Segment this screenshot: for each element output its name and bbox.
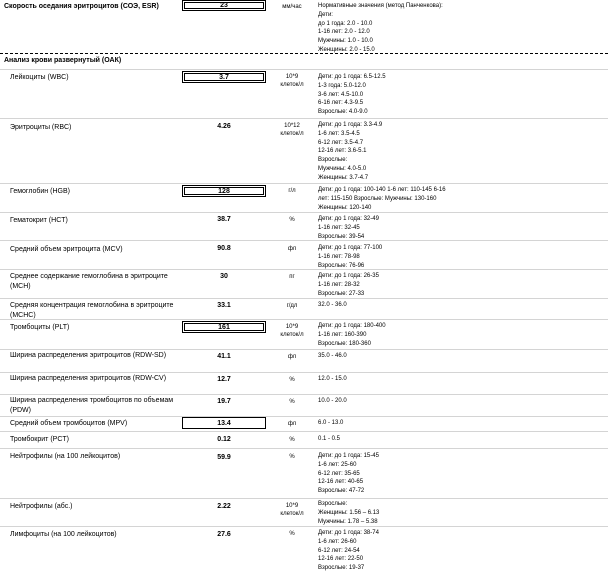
row-mcv-unit: фл xyxy=(287,246,297,252)
row-neut-name: Нейтрофилы (на 100 лейкоцитов) xyxy=(10,453,121,460)
row-mcv-name: Средний объем эритроцита (MCV) xyxy=(10,246,123,253)
row-mpv-name: Средний объем тромбоцитов (MPV) xyxy=(10,420,128,427)
row-lymph-unit: % xyxy=(289,531,295,537)
row-mch-unit: пг xyxy=(289,274,295,280)
row-divider xyxy=(0,394,608,395)
row-divider xyxy=(0,240,608,241)
row-neutabs-unit: 10*9 клеток/л xyxy=(280,503,304,517)
row-rdwsd-norms: 35.0 - 46.0 xyxy=(318,353,347,359)
row-hgb-unit: г/л xyxy=(288,188,296,194)
row-mcv-norms: Дети: до 1 года: 77-100 1-16 лет: 78-98 Взрослые: 76-96 xyxy=(318,245,383,269)
row-mpv-value: 13.4 xyxy=(182,417,266,429)
row-hgb-value: 128 xyxy=(182,185,266,197)
row-mch-name: Среднее содержание гемоглобина в эритроците (MCH) xyxy=(10,273,168,290)
row-neutabs-value: 2.22 xyxy=(217,502,231,510)
row-divider xyxy=(0,431,608,432)
row-rdwcv-unit: % xyxy=(289,377,295,383)
row-pdw-name: Ширина распределения тромбоцитов по объемам (PDW) xyxy=(10,397,174,414)
row-divider xyxy=(0,69,608,70)
row-lymph-norms: Дети: до 1 года: 38-74 1-6 лет: 26-60 6-12 лет: 24-54 12-16 лет: 22-50 Взрослые: 19-37 xyxy=(318,530,379,572)
row-rbc-name: Эритроциты (RBC) xyxy=(10,124,72,131)
section-title: Анализ крови развернутый (ОАК) xyxy=(4,57,122,64)
row-hct-value: 38.7 xyxy=(217,215,231,223)
row-rdwsd-unit: фл xyxy=(287,354,297,360)
row-pdw-value: 19.7 xyxy=(217,397,231,405)
row-hgb-name: Гемоглобин (HGB) xyxy=(10,188,70,195)
row-hct-norms: Дети: до 1 года: 32-49 1-16 лет: 32-45 Взрослые: 39-54 xyxy=(318,216,379,240)
row-divider xyxy=(0,526,608,527)
row-divider xyxy=(0,298,608,299)
row-pct-unit: % xyxy=(289,437,295,443)
row-divider xyxy=(0,118,608,119)
row-mchc-name: Средняя концентрация гемоглобина в эритроците (MCHC) xyxy=(10,302,174,319)
row-rdwsd-value: 41.1 xyxy=(217,352,231,360)
row-pdw-unit: % xyxy=(289,399,295,405)
row-neutabs-norms: Взрослые: Женщины: 1.56 – 6.13 Мужчины: 1.78 – 5.38 xyxy=(318,501,380,525)
row-rdwcv-norms: 12.0 - 15.0 xyxy=(318,376,347,382)
row-lymph-value: 27.6 xyxy=(217,530,231,538)
row-plt-norms: Дети: до 1 года: 180-400 1-16 лет: 160-390 Взрослые: 180-360 xyxy=(318,323,386,347)
row-rdwcv-value: 12.7 xyxy=(217,375,231,383)
row-pct-norms: 0.1 - 0.5 xyxy=(318,436,341,442)
row-divider xyxy=(0,416,608,417)
row-plt-unit: 10*9 клеток/л xyxy=(280,324,304,338)
row-esr-norms: Нормативные значения (метод Панченкова): Дети: до 1 года: 2.0 - 10.0 1-16 лет: 2.0 - 12.0 Мужчины: 1.0 - 10.0 Женщины: 2.0 - 15.0 xyxy=(318,3,443,53)
row-wbc-unit: 10*9 клеток/л xyxy=(280,74,304,88)
row-esr-unit: мм/час xyxy=(282,4,302,10)
row-rbc-unit: 10*12 клеток/л xyxy=(280,123,304,137)
row-wbc-name: Лейкоциты (WBC) xyxy=(10,74,69,81)
row-mpv-norms: 6.0 - 13.0 xyxy=(318,420,344,426)
row-rbc-norms: Дети: до 1 года: 3.3-4.9 1-6 лет: 3.5-4.5 6-12 лет: 3.5-4.7 12-16 лет: 3.6-5.1 Взрослые: Мужчины: 4.0-5.0 Женщины: 3.7-4.7 xyxy=(318,122,383,181)
row-mpv-unit: фл xyxy=(287,421,297,427)
section-divider xyxy=(0,53,608,54)
row-divider xyxy=(0,319,608,320)
row-lymph-name: Лимфоциты (на 100 лейкоцитов) xyxy=(10,531,117,538)
row-mch-value: 30 xyxy=(220,272,228,280)
row-wbc-value: 3.7 xyxy=(182,71,266,83)
row-plt-value: 161 xyxy=(182,321,266,333)
row-hct-unit: % xyxy=(289,217,295,223)
row-divider xyxy=(0,448,608,449)
row-neutabs-name: Нейтрофилы (абс.) xyxy=(10,503,73,510)
row-rdwcv-name: Ширина распределения эритроцитов (RDW-CV) xyxy=(10,375,167,382)
row-rdwsd-name: Ширина распределения эритроцитов (RDW-SD) xyxy=(10,352,167,359)
row-pdw-norms: 10.0 - 20.0 xyxy=(318,398,347,404)
row-esr-name: Скорость оседания эритроцитов (СОЭ, ESR) xyxy=(4,3,159,10)
row-divider xyxy=(0,212,608,213)
row-divider xyxy=(0,269,608,270)
row-divider xyxy=(0,372,608,373)
row-hgb-norms: Дети: до 1 года: 100-140 1-6 лет: 110-145 6-16 лет: 115-150 Взрослые: Мужчины: 130-160 Женщины: 120-140 xyxy=(318,187,446,211)
row-divider xyxy=(0,498,608,499)
row-neut-value: 59.9 xyxy=(217,453,231,461)
row-esr-value: 23 xyxy=(182,0,266,11)
row-mchc-value: 33.1 xyxy=(217,301,231,309)
row-rbc-value: 4.26 xyxy=(217,122,231,130)
row-neut-unit: % xyxy=(289,454,295,460)
row-plt-name: Тромбоциты (PLT) xyxy=(10,324,70,331)
row-pct-value: 0.12 xyxy=(217,435,231,443)
row-mchc-unit: г/дл xyxy=(286,303,298,309)
row-hct-name: Гематокрит (HCT) xyxy=(10,217,68,224)
row-wbc-norms: Дети: до 1 года: 6.5-12.5 1-3 года: 5.0-12.0 3-6 лет: 4.5-10.0 6-16 лет: 4.3-9.5 Взрослые: 4.0-9.0 xyxy=(318,74,386,116)
row-neut-norms: Дети: до 1 года: 15-45 1-6 лет: 25-60 6-12 лет: 35-65 12-16 лет: 40-65 Взрослые: 47-72 xyxy=(318,453,379,495)
row-pct-name: Тромбокрит (PCT) xyxy=(10,436,69,443)
row-mchc-norms: 32.0 - 36.0 xyxy=(318,302,347,308)
row-divider xyxy=(0,349,608,350)
row-divider xyxy=(0,183,608,184)
row-mcv-value: 90.8 xyxy=(217,244,231,252)
row-mch-norms: Дети: до 1 года: 26-35 1-16 лет: 28-32 Взрослые: 27-33 xyxy=(318,273,379,297)
